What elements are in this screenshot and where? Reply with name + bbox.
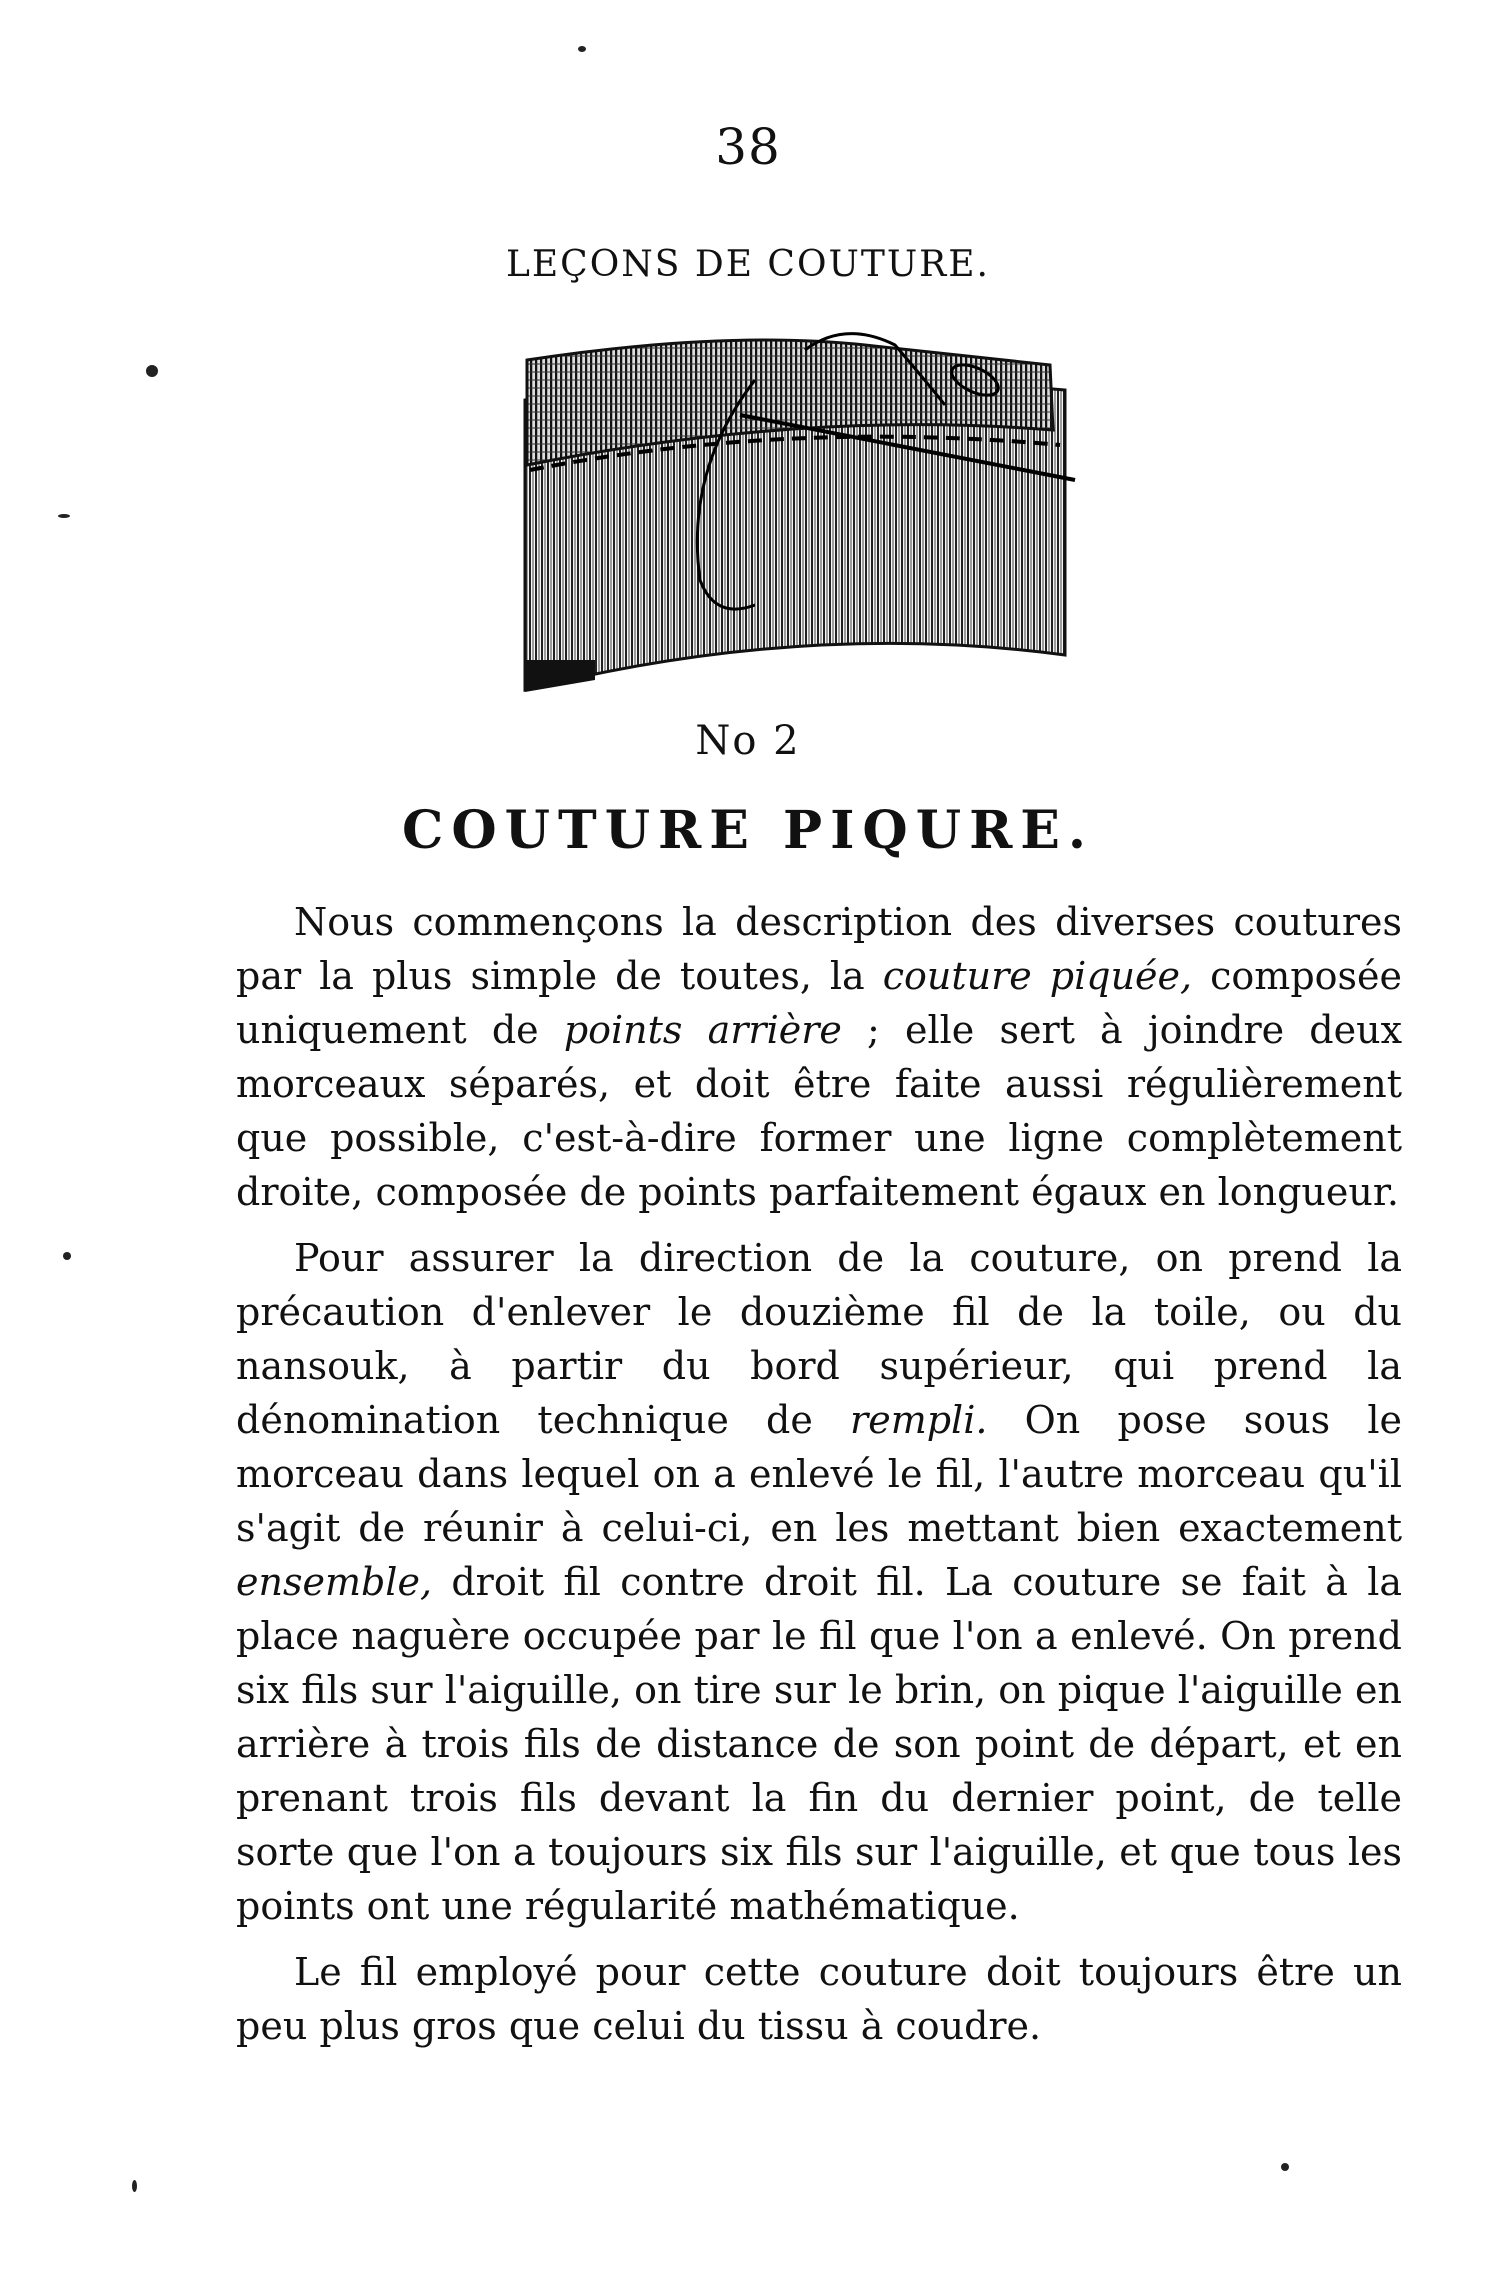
text-run: On pose sous le morceau dans lequel on a enlevé le fil, l'autre morceau qu'il s'agit de réunir à celui-ci, en les mettant bien exactement bbox=[236, 1398, 1402, 1550]
sewing-illustration bbox=[505, 320, 1085, 700]
scan-speck bbox=[132, 2180, 137, 2192]
body-text bbox=[236, 895, 1402, 2065]
figure-number-label: No 2 bbox=[695, 718, 801, 764]
text-run: Pour assurer la direction de la couture, on prend la précaution d'enlever le douzième fil de la toile, ou du nansouk, à partir du bord supérieur, qui prend la dénomination technique de bbox=[236, 1236, 1402, 1442]
paragraph-3 bbox=[236, 1945, 1402, 2053]
paragraph-2 bbox=[236, 1231, 1402, 1933]
running-head: LEÇONS DE COUTURE. bbox=[505, 244, 990, 285]
fabric-engraving-image bbox=[505, 320, 1085, 700]
scan-speck bbox=[146, 365, 158, 377]
scan-speck bbox=[58, 514, 70, 518]
italic-text-run: couture piquée, bbox=[882, 954, 1193, 998]
paragraph-1 bbox=[236, 895, 1402, 1219]
scan-speck bbox=[63, 1252, 71, 1260]
scan-speck bbox=[578, 46, 586, 52]
italic-text-run: ensemble, bbox=[236, 1560, 433, 1604]
italic-text-run: rempli. bbox=[850, 1398, 988, 1442]
text-run: Le fil employé pour cette couture doit toujours être un peu plus gros que celui du tissu à coudre. bbox=[236, 1950, 1402, 2048]
text-run: Nous commençons la description des diverses coutures par la plus simple de toutes, la bbox=[236, 900, 1402, 998]
scan-speck bbox=[1281, 2163, 1289, 2171]
italic-text-run: points arrière bbox=[563, 1008, 842, 1052]
text-run: ; elle sert à joindre deux morceaux séparés, et doit être faite aussi régulièrement que possible, c'est-à-dire former une ligne complètement droite, composée de points parfaitement égaux en longueur. bbox=[236, 1008, 1403, 1214]
page-number: 38 bbox=[715, 118, 781, 176]
section-title: COUTURE PIQURE. bbox=[401, 800, 1095, 861]
text-run: composée uniquement de bbox=[236, 954, 1403, 1052]
text-run: droit fil contre droit fil. La couture se fait à la place naguère occupée par le fil que l'on a enlevé. On prend six fils sur l'aiguille, on tire sur le brin, on pique l'aiguille en arrière à trois fils de distance de son point de départ, et en prenant trois fils devant la fin du dernier point, de telle sorte que l'on a toujours six fils sur l'aiguille, et que tous les points ont une régularité mathématique. bbox=[236, 1560, 1402, 1928]
